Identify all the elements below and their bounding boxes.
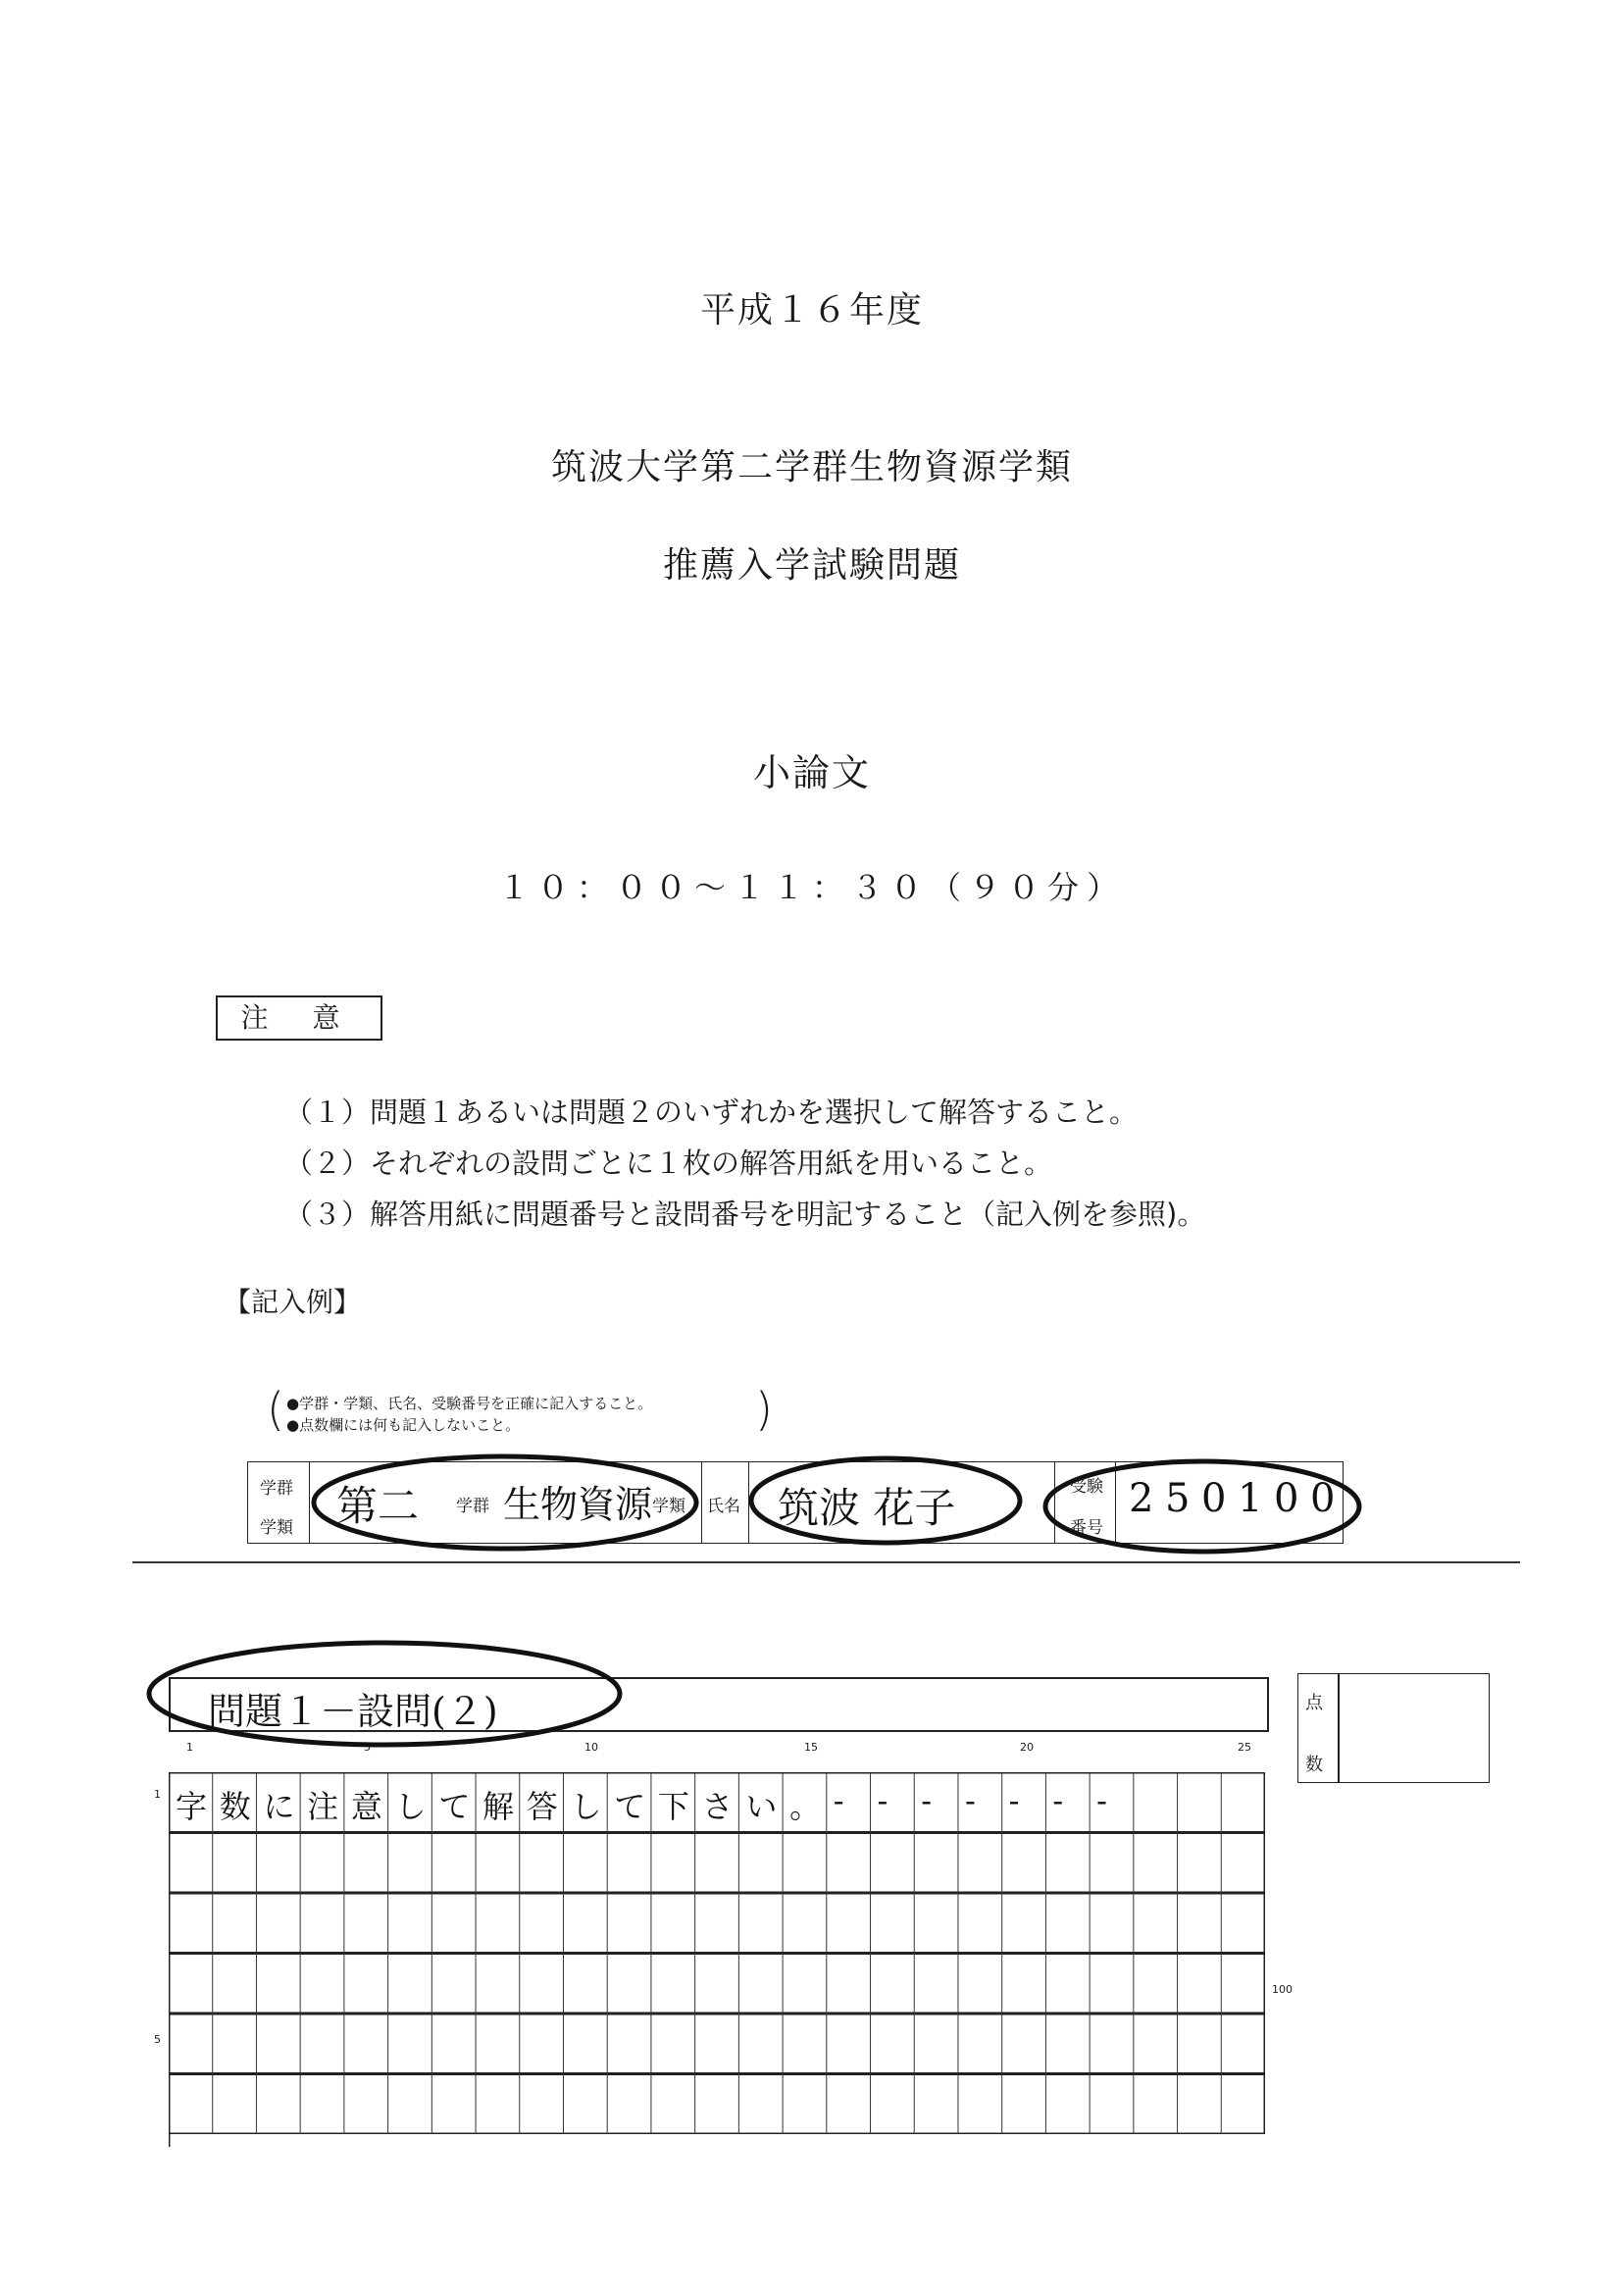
open-paren: ( (267, 1383, 284, 1436)
gakurui-label: 学類 (260, 1518, 293, 1538)
column-tick: 15 (804, 1741, 818, 1754)
rule-item: （３）解答用紙に問題番号と設問番号を明記すること（記入例を参照)。 (284, 1198, 1206, 1231)
score-box (1297, 1673, 1490, 1783)
score-label-bottom: 数 (1305, 1755, 1323, 1775)
answer-char: 数 (219, 1788, 251, 1825)
grid-row (170, 1833, 1265, 1892)
grid-row (170, 2014, 1265, 2073)
answer-char: 字 (176, 1788, 208, 1825)
name-label: 氏名 (707, 1497, 740, 1516)
side-count: 100 (1272, 1983, 1293, 1996)
rule-item: （２）それぞれの設問ごとに１枚の解答用紙を用いること。 (284, 1147, 1053, 1180)
handwritten-number-3: 1 (1238, 1476, 1263, 1521)
answer-char: - (877, 1782, 888, 1819)
row-tick: 5 (154, 2033, 161, 2046)
handwritten-number-0: 2 (1129, 1476, 1154, 1521)
answer-char: - (964, 1782, 976, 1819)
answer-char: - (833, 1782, 844, 1819)
answer-char: - (1096, 1782, 1107, 1819)
answer-grid (169, 1772, 1265, 2147)
divider-line (132, 1561, 1520, 1563)
answer-char: い (745, 1788, 778, 1825)
gakurui-inline-label: 学類 (652, 1497, 685, 1516)
column-tick: 20 (1020, 1741, 1034, 1754)
answer-char: 答 (526, 1788, 558, 1825)
handwritten-question-label: 問題１－設問(２) (208, 1690, 498, 1733)
answer-char: - (1008, 1782, 1020, 1819)
row-tick: 1 (154, 1788, 161, 1801)
handwritten-number-4: 0 (1274, 1476, 1299, 1521)
answer-char: - (1052, 1782, 1064, 1819)
answer-char: 下 (657, 1788, 689, 1825)
answer-char: に (263, 1788, 295, 1825)
student-info-table (247, 1461, 1344, 1544)
answer-char: 。 (789, 1788, 822, 1825)
example-label: 【記入例】 (224, 1286, 362, 1318)
answer-char: 注 (307, 1788, 339, 1825)
handwritten-number-1: 5 (1165, 1476, 1191, 1521)
column-tick: 5 (364, 1741, 371, 1754)
rules-list (284, 1087, 1205, 1240)
note-item: ●学群・学類、氏名、受験番号を正確に記入すること。 (286, 1395, 653, 1412)
handwritten-number-5: 0 (1310, 1476, 1336, 1521)
column-tick: 10 (584, 1741, 598, 1754)
notice-label: 注 意 (216, 995, 382, 1041)
gakugun-inline-label: 学群 (456, 1497, 489, 1516)
subject-title: 小論文 (752, 751, 871, 794)
grid-row (170, 2074, 1265, 2133)
answer-char: て (614, 1788, 646, 1825)
exam-year: 平成１６年度 (699, 290, 924, 331)
exam-time: １０：００～１１：３０（９０分） (497, 869, 1126, 906)
grid-row (170, 1954, 1265, 2013)
grid-lines (169, 1772, 1265, 2147)
note-item: ●点数欄には何も記入しないこと。 (286, 1416, 521, 1434)
handwritten-gakurui: 生物資源 (503, 1483, 653, 1526)
answer-char: し (570, 1788, 602, 1825)
name-label-cell (701, 1462, 749, 1543)
bango-label: 番号 (1070, 1518, 1103, 1538)
grid-row (170, 1894, 1265, 1953)
answer-char: さ (701, 1788, 734, 1825)
exam-type: 推薦入学試験問題 (662, 545, 961, 586)
handwritten-number-2: 0 (1201, 1476, 1227, 1521)
rule-item: （１）問題１あるいは問題２のいずれかを選択して解答すること。 (284, 1096, 1139, 1129)
juken-label-cell (1054, 1462, 1116, 1543)
gakugun-label: 学群 (260, 1479, 293, 1499)
column-tick: 25 (1238, 1741, 1251, 1754)
answer-char: て (438, 1788, 471, 1825)
university-name: 筑波大学第二学群生物資源学類 (550, 447, 1073, 487)
juken-label: 受験 (1070, 1477, 1103, 1497)
answer-char: し (394, 1788, 427, 1825)
score-label-top: 点 (1305, 1693, 1323, 1713)
answer-char: 意 (350, 1788, 382, 1825)
handwritten-name: 筑波 花子 (778, 1484, 956, 1532)
answer-char: 解 (482, 1788, 515, 1825)
column-tick: 1 (186, 1741, 193, 1754)
example-notes (286, 1393, 652, 1436)
answer-char: - (921, 1782, 933, 1819)
question-label-box (169, 1677, 1269, 1732)
close-paren: ) (755, 1383, 773, 1436)
handwritten-gakugun: 第二 (336, 1482, 420, 1530)
